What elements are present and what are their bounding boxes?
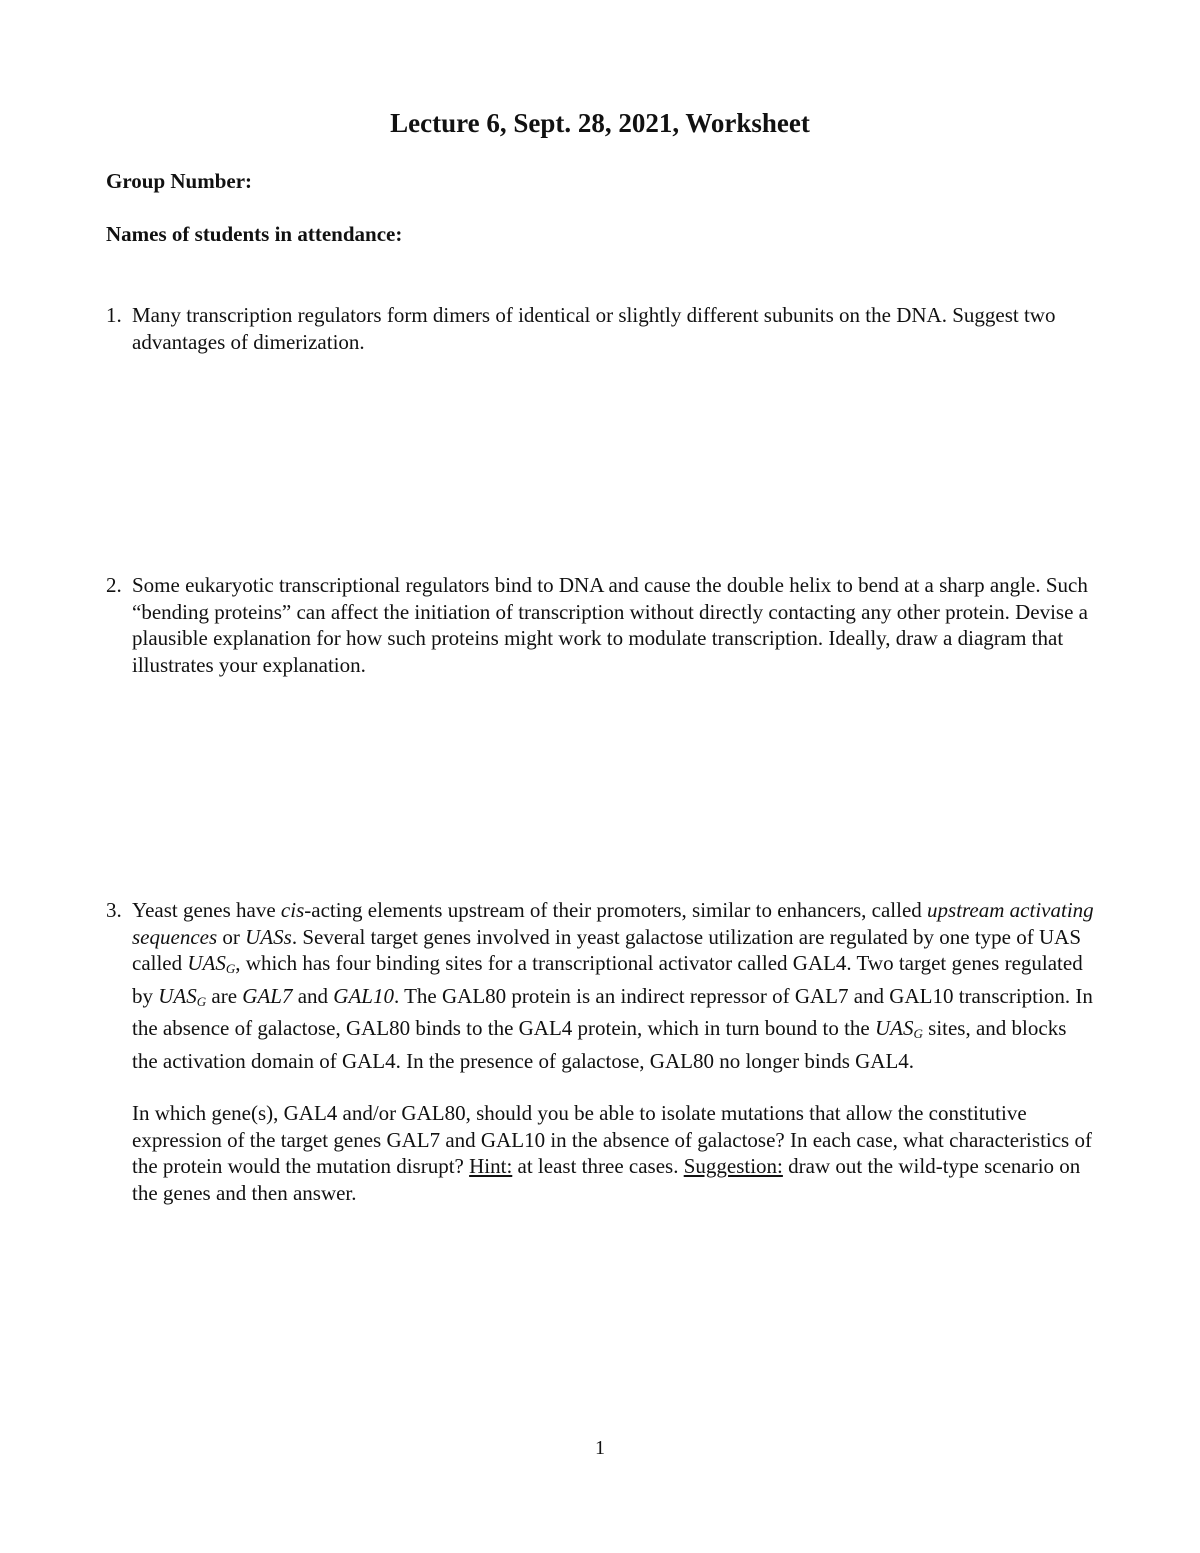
italic-term: GAL7 (242, 983, 293, 1008)
hint-label: Hint: (469, 1154, 513, 1178)
subscript: G (196, 993, 207, 1009)
question-3 (106, 897, 1096, 1206)
question-1 (106, 302, 1096, 355)
text-run: , which has four binding sites for a transcriptional activator called GAL4. Two target genes regulated by (132, 951, 1083, 1008)
subscript: G (225, 961, 236, 976)
italic-term: cis (280, 898, 305, 922)
question-2 (106, 572, 1096, 678)
subscript: G (913, 1026, 923, 1041)
text-run: draw out the wild-type scenario on the genes and then answer. (132, 1154, 1081, 1205)
italic-term: UAS (187, 951, 226, 975)
text-run: at least three cases. (512, 1154, 684, 1178)
page-title: Lecture 6, Sept. 28, 2021, Worksheet (390, 108, 810, 138)
suggestion-label: Suggestion: (683, 1154, 783, 1178)
question-number: 2. (106, 573, 122, 597)
question-paragraph-2 (132, 1100, 1096, 1206)
text-run: sites, and blocks the activation domain of GAL4. In the presence of galactose, GAL80 no longer binds GAL4. (132, 1016, 1067, 1073)
italic-term: UAS (158, 983, 197, 1008)
question-number: 3. (106, 898, 122, 922)
italic-term: UASs (245, 924, 292, 949)
text-run: -acting elements upstream of their promoters, similar to enhancers, called (304, 898, 928, 922)
group-number-label: Group Number: (106, 169, 253, 193)
question-number: 1. (106, 303, 122, 327)
names-label: Names of students in attendance: (106, 222, 403, 246)
question-text: Some eukaryotic transcriptional regulators bind to DNA and cause the double helix to bend at a sharp angle. Such “bending proteins” can affect the initiation of transcription without directly contacting any other protein. Devise a plausible explanation for how such proteins might work to modulate transcription. Ideally, draw a diagram that illustrates your explanation. (132, 573, 1088, 677)
italic-term: GAL10 (333, 983, 394, 1008)
text-run: or (217, 924, 246, 949)
text-run: Yeast genes have (132, 898, 281, 922)
question-paragraph-1 (132, 897, 1096, 1074)
question-text: Many transcription regulators form dimers of identical or slightly different subunits on the DNA. Suggest two advantages of dimerization. (132, 303, 1056, 354)
page-number: 1 (595, 1437, 605, 1459)
text-run: are (206, 983, 243, 1008)
italic-term: UAS (875, 1016, 914, 1040)
text-run: and (292, 983, 334, 1008)
text-run: In which gene(s), GAL4 and/or GAL80, should you be able to isolate mutations that allow the constitutive expression of the target genes GAL7 and GAL10 in the absence of galactose? In each case, what characteristics of the protein would the mutation disrupt? (132, 1101, 1092, 1178)
italic-term: upstream activating sequences (132, 898, 1094, 949)
text-run: . The GAL80 protein is an indirect repressor of GAL7 and GAL10 transcription. In the absence of galactose, GAL80 binds to the GAL4 protein, which in turn bound to the (132, 983, 1093, 1040)
text-run: . Several target genes involved in yeast galactose utilization are regulated by one type of UAS called (132, 924, 1082, 975)
